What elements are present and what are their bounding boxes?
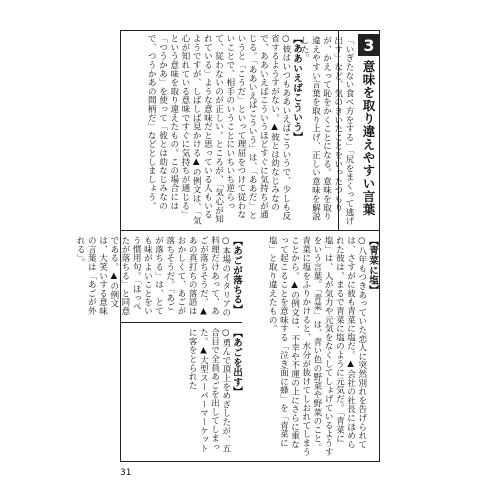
entry-heading: 【あごを出す】 [231, 328, 242, 397]
row-divider-middle [120, 230, 380, 231]
entry-aaieba [124, 34, 302, 226]
entry-body: ○本場のイタリアの料理だけあって、あごが落ちそうだ。▲あの真打ちの落語はおかしくて、あごが落ちそうだ。「あごが落ちる」は、とても味がよいことをいう慣用句。「ほっぺたが落ちる」と同意である。▲の例文は、大笑いする意味の言葉は「あごが外れる」。 [75, 236, 231, 317]
page-number: 31 [120, 468, 132, 478]
entry-aona [246, 236, 378, 456]
entry-body: ○勇んで頂上をめざしたが、五合目で全員あごを出してしまった。▲大型スーパーマーケットに客をとられた [187, 328, 231, 453]
entry-heading: 【あごが落ちる】 [231, 236, 242, 315]
entry-agowodasu [124, 328, 242, 456]
section-intro-text: 「いぎたない食べ方をする」「尻をまくって逃げ出す」など、気のきいたことをいったつもりが、かえって恥をかくことになる。意味を取り違えやすい言葉を取り上げ、正しい意味を解説した。 [299, 36, 354, 226]
book-page [75, 22, 386, 478]
entry-agogaochiru [75, 236, 242, 318]
entry-body: ○彼はいつもああいえばこういうで、少しも反省するようすがない。▲彼とは幼なじみなので、ああいえばこういうほどすぐに気持ちが通じる。「ああいえばこういう」は、「ああだ」というと「こうだ」といって理屈をつけて従わないことで、相手のいうことにいちいち逆らって、従わないのが正しい。ところが、「気心が知れている」ような意味だと思っている人もいるようですが、しばしば見かける▲の例文は、「気心が知れている意味ですぐに気持ちが通じる」という意味を取り違えたもの。この場合には「つうかあ」を使って「彼とは幼なじみなので、つうかあの間柄だ」などとしましょう。 [146, 34, 291, 225]
section-number-badge: 3 [358, 34, 380, 56]
section-intro [299, 36, 354, 226]
row-divider-lower-left [120, 322, 242, 323]
entry-heading: 【青菜に塩】 [367, 236, 378, 295]
section-title: 意味を取り違えやすい言葉 [361, 60, 376, 216]
entry-body: ○八年もつきあっていた恋人に突然別れを告げられては、さすがに彼も青菜に塩だ。▲会社の社長にほめられた彼は、まるで青菜に塩のように元気だ。「青菜に塩」は、人が気力や元気をなくしてしょげているようすをいう言葉。「青菜」は、青い色の野菜や野菜のこと。青菜に塩をふりかけると、水分が抜けてしおれてしまうことから。▲の例文は、不幸や不運の上にさらに重なって起こることを意味する「泣き面に蜂」を「青菜に塩」と取り違えたもの。 [267, 236, 367, 456]
entry-heading: 【ああいえばこういう】 [291, 34, 302, 142]
